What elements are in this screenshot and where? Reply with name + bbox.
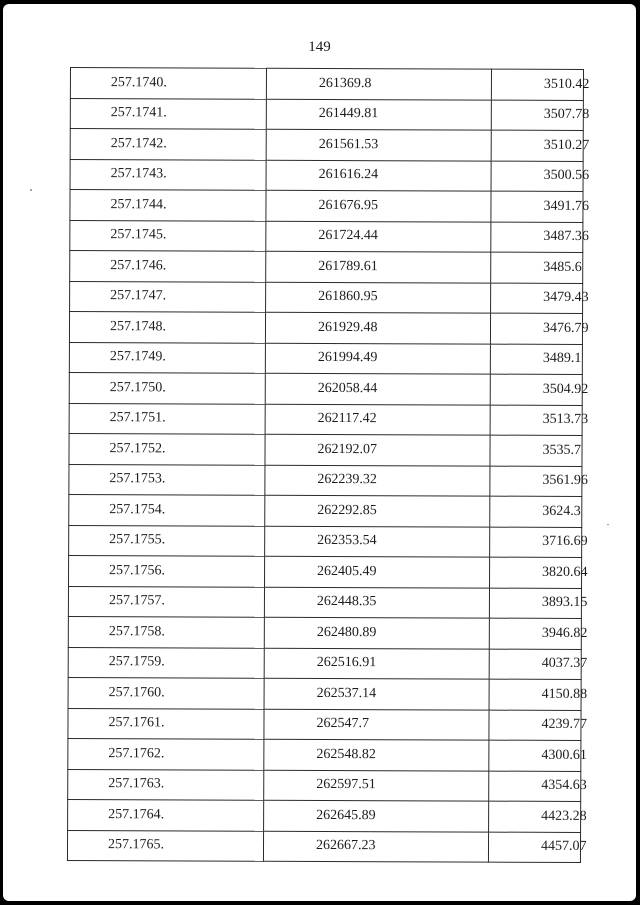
- table-row: [68, 647, 581, 679]
- x-coordinate-cell: 262548.82: [264, 739, 489, 770]
- point-id-cell: 257.1756.: [69, 555, 265, 586]
- x-coordinate-cell: 262239.32: [265, 465, 490, 496]
- document-page: [3, 4, 636, 901]
- point-id-cell: 257.1754.: [69, 494, 265, 525]
- x-coordinate-cell: 262192.07: [265, 434, 490, 465]
- table-row: [69, 433, 582, 465]
- table-row: [69, 555, 582, 587]
- x-coordinate-cell: 262117.42: [265, 404, 490, 435]
- page-number: 149: [308, 39, 331, 55]
- point-id-cell: 257.1765.: [67, 830, 263, 861]
- table-row: [70, 159, 583, 191]
- y-coordinate-cell: 3535.7: [490, 435, 582, 466]
- x-coordinate-cell: 261860.95: [266, 282, 491, 313]
- y-coordinate-cell: 4239.77: [489, 710, 581, 741]
- x-coordinate-cell: 261616.24: [266, 160, 491, 191]
- x-coordinate-cell: 262353.54: [265, 526, 490, 557]
- y-coordinate-cell: 4423.28: [489, 801, 581, 832]
- x-coordinate-cell: 262058.44: [265, 373, 490, 404]
- x-coordinate-cell: 262667.23: [263, 831, 488, 862]
- point-id-cell: 257.1742.: [70, 129, 266, 160]
- y-coordinate-cell: 4300.61: [489, 740, 581, 771]
- table-row: [69, 403, 582, 435]
- table-row: [70, 281, 583, 313]
- point-id-cell: 257.1764.: [68, 799, 264, 830]
- point-id-cell: 257.1759.: [68, 647, 264, 678]
- table-row: [68, 616, 581, 648]
- y-coordinate-cell: 3510.27: [491, 130, 583, 161]
- table-body: [67, 68, 590, 863]
- x-coordinate-cell: 262292.85: [265, 495, 490, 526]
- x-coordinate-cell: 262645.89: [264, 800, 489, 831]
- table-row: [68, 769, 581, 801]
- x-coordinate-cell: 261369.8: [266, 68, 491, 99]
- point-id-cell: 257.1745.: [70, 220, 266, 251]
- point-id-cell: 257.1750.: [69, 372, 265, 403]
- x-coordinate-cell: 261676.95: [266, 190, 491, 221]
- scan-speck: [607, 524, 609, 525]
- table-row: [70, 98, 583, 130]
- table-row: [68, 677, 581, 709]
- x-coordinate-cell: 261561.53: [266, 129, 491, 160]
- table-row: [68, 799, 581, 831]
- y-coordinate-cell: 3513.73: [490, 405, 582, 436]
- y-coordinate-cell: 3624.3: [490, 496, 582, 527]
- table-row: [69, 342, 582, 374]
- table-row: [69, 494, 582, 526]
- point-id-cell: 257.1752.: [69, 433, 265, 464]
- point-id-cell: 257.1748.: [69, 312, 265, 343]
- table-row: [69, 312, 582, 344]
- point-id-cell: 257.1749.: [69, 342, 265, 373]
- table-row: [68, 738, 581, 770]
- y-coordinate-cell: 3491.76: [491, 191, 583, 222]
- y-coordinate-cell: 3479.43: [491, 283, 583, 314]
- table-row: [69, 525, 582, 557]
- y-coordinate-cell: 3946.82: [489, 618, 581, 649]
- table-row: [69, 464, 582, 496]
- point-id-cell: 257.1762.: [68, 738, 264, 769]
- y-coordinate-cell: 3500.56: [491, 161, 583, 192]
- x-coordinate-cell: 262597.51: [264, 770, 489, 801]
- point-id-cell: 257.1751.: [69, 403, 265, 434]
- y-coordinate-cell: 3485.6: [491, 252, 583, 283]
- y-coordinate-cell: 3476.79: [490, 313, 582, 344]
- table-row: [70, 190, 583, 222]
- y-coordinate-cell: 3489.1: [490, 344, 582, 375]
- point-id-cell: 257.1740.: [70, 68, 266, 99]
- point-id-cell: 257.1761.: [68, 708, 264, 739]
- point-id-cell: 257.1758.: [68, 616, 264, 647]
- y-coordinate-cell: 3507.78: [491, 100, 583, 131]
- y-coordinate-cell: 4354.63: [489, 771, 581, 802]
- y-coordinate-cell: 3893.15: [489, 588, 581, 619]
- point-id-cell: 257.1763.: [68, 769, 264, 800]
- y-coordinate-cell: 3561.96: [490, 466, 582, 497]
- point-id-cell: 257.1743.: [70, 159, 266, 190]
- y-coordinate-cell: 3820.64: [490, 557, 582, 588]
- x-coordinate-cell: 262405.49: [265, 556, 490, 587]
- point-id-cell: 257.1747.: [70, 281, 266, 312]
- table-row: [67, 830, 580, 862]
- x-coordinate-cell: 261789.61: [266, 251, 491, 282]
- point-id-cell: 257.1753.: [69, 464, 265, 495]
- coordinates-table: [67, 67, 590, 863]
- x-coordinate-cell: 262537.14: [264, 678, 489, 709]
- point-id-cell: 257.1741.: [70, 98, 266, 129]
- scan-speck: [30, 189, 32, 191]
- point-id-cell: 257.1757.: [68, 586, 264, 617]
- x-coordinate-cell: 261724.44: [266, 221, 491, 252]
- point-id-cell: 257.1755.: [69, 525, 265, 556]
- y-coordinate-cell: 3716.69: [490, 527, 582, 558]
- x-coordinate-cell: 261449.81: [266, 99, 491, 130]
- table-row: [68, 708, 581, 740]
- x-coordinate-cell: 262480.89: [264, 617, 489, 648]
- table-row: [69, 372, 582, 404]
- y-coordinate-cell: 3504.92: [490, 374, 582, 405]
- x-coordinate-cell: 261994.49: [265, 343, 490, 374]
- y-coordinate-cell: 3487.36: [491, 222, 583, 253]
- table-row: [70, 68, 583, 100]
- y-coordinate-cell: 3510.42: [491, 69, 583, 100]
- table-row: [70, 129, 583, 161]
- y-coordinate-cell: 4457.07: [488, 832, 580, 863]
- point-id-cell: 257.1744.: [70, 190, 266, 221]
- y-coordinate-cell: 4037.37: [489, 649, 581, 680]
- table-row: [68, 586, 581, 618]
- x-coordinate-cell: 261929.48: [265, 312, 490, 343]
- table-row: [70, 220, 583, 252]
- table-row: [70, 251, 583, 283]
- point-id-cell: 257.1746.: [70, 251, 266, 282]
- y-coordinate-cell: 4150.88: [489, 679, 581, 710]
- coordinates-table-wrapper: [67, 67, 590, 863]
- x-coordinate-cell: 262448.35: [264, 587, 489, 618]
- x-coordinate-cell: 262516.91: [264, 648, 489, 679]
- x-coordinate-cell: 262547.7: [264, 709, 489, 740]
- point-id-cell: 257.1760.: [68, 677, 264, 708]
